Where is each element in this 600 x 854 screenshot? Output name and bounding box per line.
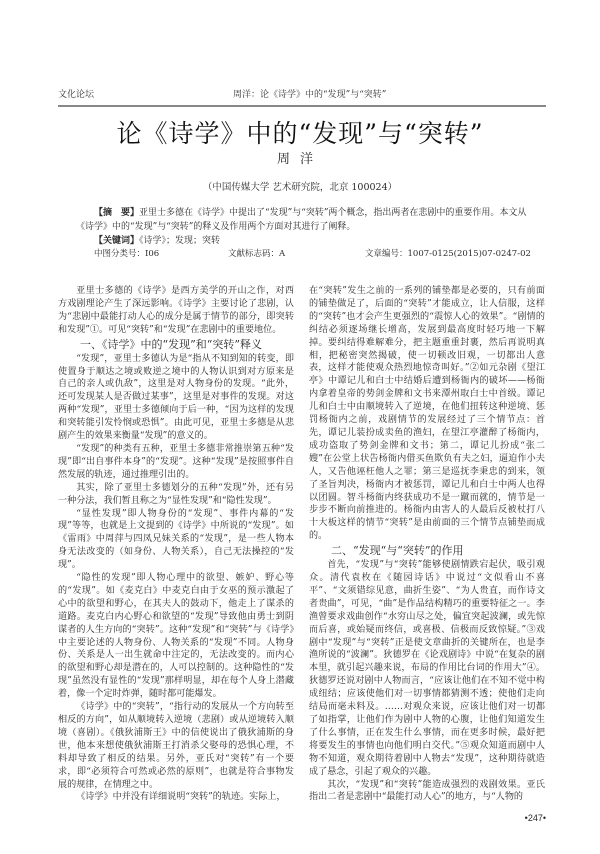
classification-row [94,248,546,261]
paragraph: “发现”的种类有五种，亚里士多德非常推崇第五种“发现”即“出自事件本身”的“发现”。这种“发现”是按照事件自然发展的轨迹，通过推理引出的。 [58,443,294,480]
paragraph: 亚里士多德的《诗学》是西方美学的开山之作，对西方戏剧理论产生了深远影响。《诗学》主要讨论了悲剧，认为“悲剧中最能打动人心的成分是属于情节的部分，即突转和发现”①。可见“突转”和“发现”在悲剧中的重要地位。 [58,286,294,335]
article-number: 文章编号：1007-0125(2015)07-0247-02 [365,249,531,259]
running-header [58,89,546,103]
paragraph: “显性发现”即人物身份的“发现”、事件内幕的“发现”等等，也就是上文提到的《诗学》中所说的“发现”。如《雷雨》中周萍与四凤兄妹关系的“发现”，是一些人物本身无法改变的（如身份、人物关系），自己无法操控的“发现”。 [58,508,294,571]
keywords [94,234,546,248]
journal-section: 文化论坛 [58,90,95,100]
keywords-label: 【关键词】 [94,236,140,246]
paragraph: 在“突转”发生之前的一系列的铺垫都是必要的，只有前面的铺垫做足了，后面的“突转”才能成立，让人信服，这样的“突转”也才会产生更强烈的“震惊人心的效果”。“剧情的纠结必须逐场继长增高，发展到最高度时轻巧地一下解掉。要纠结得难解难分，把主题重重封裹，然后再说明真相，把秘密突然揭破，使一切顿改旧观，一切都出人意表，这样才能使观众热烈地惊奇叫好。”②如元杂剧《望江亭》中谭记儿和白士中结婚后遭到杨衙内的破坏——杨衙内拿着皇帝的势剑金牌和文书来潭州取白士中首级。谭记儿和白士中由顺境转入了逆境，在他们扭转这种逆境、惩罚杨衙内之前，戏剧情节的发展经过了三个情节点：首先，谭记儿装扮成卖鱼的渔妇，在望江亭灌醉了杨衙内，成功盗取了势剑金牌和文书；第二，谭记儿扮成“张二嫂”在公堂上状告杨衙内借买鱼欺负有夫之妇，逼迫作小夫人，又告他诬枉他人之罪；第三是巡抚李秉忠的到来，领了圣旨判决，杨衙内才被惩罚，谭记儿和白士中两人也得以团圆。智斗杨衙内终获成功不是一蹴而就的，情节是一步步不断向前推进的。杨衙内由害人的人最后反被杖打八十大板这样的情节“突转”是由前面的三个情节点铺垫而成的。 [309,286,545,542]
paragraph: 《诗学》中的“突转”，“指行动的发展从一个方向转至相反的方向”，如从顺境转入逆境（悲剧）或从逆境转入顺境（喜剧）。《俄狄浦斯王》中的信使说出了俄狄浦斯的身世，他本来想使俄狄浦斯王打消杀父娶母的恐惧心理，不料却导致了相反的结果。另外，亚氏对“突转”有一个要求，即“必须符合可然或必然的原则”，也就是符合事物发展的规律，在情理之中。 [58,702,294,790]
article-title: 论《诗学》中的“发现”与“突转” [116,119,484,148]
paragraph: 《诗学》中并没有详细说明“突转”的轨迹。实际上， [76,792,286,803]
right-column [309,285,545,804]
keywords-text: 《诗学》；发现；突转 [139,236,221,246]
paragraph: 其实，除了亚里士多德划分的五种“发现”外，还有另一种分法，我们暂且称之为“显性发现”和“隐性发现”。 [58,482,294,506]
paragraph: 其次，“发现”和“突转”能造成强烈的戏剧效果。亚氏指出二者是悲剧中“最能打动人心”的地方，与“人物的 [309,779,545,803]
body-columns [58,285,546,804]
paragraph: 首先，“发现”与“突转”能够使剧情跌宕起伏，吸引观众。清代袁枚在《随园诗话》中说过“文似看山不喜平”、“文须错综见意，曲折生姿”、“为人贵直，而作诗文者贵曲”，可见，“曲”是作品结构精巧的重要特征之一。李渔曾要求戏曲创作“水穷山尽之处，偏宜突起波澜，或先惊而后喜，或始疑而终信，或喜极、信极而反致惊疑。”③戏剧中“发现”与“突转”正是使文章曲折的关键所在，也是李渔所说的“波澜”。狄德罗在《论戏剧诗》中说“在复杂的剧本里，就引起兴趣来说，布局的作用比台词的作用大”④。狄德罗还说对剧中人物而言，“应该让他们在不知不觉中构成纽结；应该使他们对一切事情都猜测不透；使他们走向结局而毫未料及。……对观众来说，应该让他们对一切都了如指掌，让他们作为剧中人物的心腹，让他们知道发生了什么事情，正在发生什么事情，而在更多时候，最好把将要发生的事情也向他们明白交代。”⑤观众知道而剧中人物不知道，观众期待着剧中人物去“发现”，这种期待就造成了悬念，引起了观众的兴趣。 [309,560,545,777]
running-title: 周洋：论《诗学》中的“发现”与“突转” [233,90,387,100]
abstract [76,206,528,234]
header-rule [58,105,546,107]
author: 周洋 [276,152,323,167]
page-number: •247• [524,813,546,824]
left-column [58,285,294,804]
abstract-text: 亚里士多德在《诗学》中提出了“发现”与“突转”两个概念，指出两者在悲剧中的重要作用。本文从《诗学》中的“发现”与“突转”的释义及作用两个方面对其进行了阐释。 [76,208,527,232]
section-heading-1: 一、《诗学》中的“发现”和“突转”释义 [80,337,262,351]
document-code: 文献标志码：A [228,249,286,259]
affiliation: （中国传媒大学 艺术研究院，北京 100024） [202,182,398,193]
paragraph: “隐性的发现”即人物心理中的欲望、嫉妒、野心等的“发现”。如《麦克白》中麦克白由于女巫的预示激起了心中的欲望和野心，在其夫人的鼓动下，他走上了谋杀的道路。麦克白内心野心和欲望的“发现”导致他由勇士到阴谋者的人生方向的“突转”。这种“发现”和“突转”与《诗学》中主要论述的人物身份、人物关系的“发现”不同。人物身份、关系是人一出生就命中注定的，无法改变的。而内心的欲望和野心却是潜在的，人可以控制的。这种隐性的“发现”虽然没有显性的“发现”那样明显，却在每个人身上潜藏着，像一个定时炸弹，随时都可能爆发。 [58,573,294,700]
paragraph: “发现”，亚里士多德认为是“指从不知到知的转变，即使置身于顺达之境或败逆之境中的人物认识到对方原来是自己的亲人或仇敌”，这里是对人物身份的发现。“此外，还可发现某人是否做过某事”，这里是对事件的发现。对这两种“发现”，亚里士多德倾向于后一种，“因为这样的发现和突转能引发怜悯或恐惧”。由此可见，亚里士多德是从悲剧产生的效果来衡量“发现”的意义的。 [58,353,294,442]
section-heading-2: 二、“发现“与“突转”的作用 [331,544,464,558]
abstract-label: 【摘 要】 [94,208,140,218]
clc-number: 中图分类号：I06 [94,249,160,259]
